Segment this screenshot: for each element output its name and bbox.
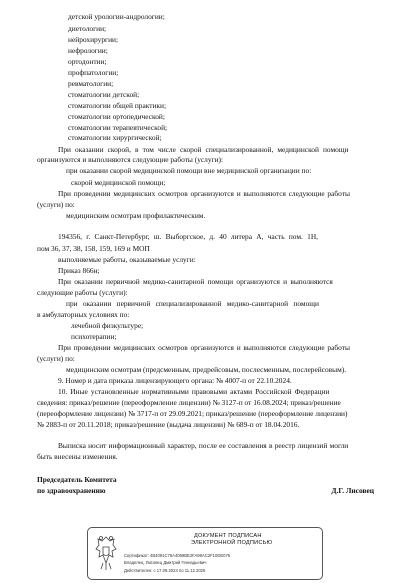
text-line: стоматологии ортопедической; — [68, 112, 165, 121]
text-line: скорой медицинской помощи; — [71, 178, 166, 187]
stamp-validity: Действителен: с 17.09.2024 по 11.12.2025 — [124, 568, 206, 573]
stamp-certificate: Сертификат: 4B4091C76A4069BE2FA98AC2F10DE075 — [124, 553, 231, 558]
text-line: при оказании скорой медицинской помощи вне медицинской организации по: — [66, 166, 312, 175]
text-line: 9. Номер и дата приказа лицензирующего органа: № 4007-п от 22.10.2024. — [58, 376, 292, 385]
signatory-title: Председатель Комитета — [37, 475, 117, 484]
text-line: следующие работы (услуги): — [37, 288, 128, 297]
text-line: ревматологии; — [68, 79, 114, 88]
text-line: (услуги) по: — [37, 354, 75, 363]
text-line: 194356, г. Санкт-Петербург, ш. Выборгское, д. 40 литера А, часть пом. 1Н, — [58, 232, 319, 241]
text-line: 10. Иные установленные нормативными правовыми актами Российской Федерации — [58, 387, 330, 396]
text-line: психотерапии; — [71, 332, 117, 341]
text-line: стоматологии хирургической; — [68, 133, 162, 142]
signatory-department: по здравоохранению — [37, 486, 106, 495]
text-line: в амбулаторных условиях по: — [37, 310, 130, 319]
text-line: медицинским осмотрам профилактическим. — [66, 211, 206, 220]
signatory-name: Д.Г. Лисовец — [331, 486, 374, 495]
electronic-signature-stamp — [87, 527, 323, 580]
text-line: При оказании первичной медико-санитарной помощи организуются и выполняются — [58, 277, 333, 286]
text-line: стоматологии общей практики; — [68, 101, 167, 110]
text-line: диетологии; — [68, 24, 107, 33]
stamp-header: ЭЛЕКТРОННОЙ ПОДПИСЬЮ — [191, 540, 273, 546]
text-line: профпатологии; — [68, 68, 119, 77]
text-line: При оказании скорой, в том числе скорой специализированной, медицинской помощи — [58, 145, 349, 154]
text-line: Выписка носит информационный характер, после ее составления в реестр лицензий могли — [58, 441, 349, 450]
text-line: стоматологии терапевтической; — [68, 123, 168, 132]
text-line: быть внесены изменения. — [37, 452, 118, 461]
text-line: организуются и выполняются следующие работы (услуги): — [37, 155, 224, 164]
stamp-owner: Владелец: Лисовец Дмитрий Геннадьевич — [124, 560, 207, 565]
text-line: нейрохирургии; — [68, 35, 119, 44]
text-line: ортодонтии; — [68, 57, 107, 66]
text-line: (переоформление лицензии) № 3717-п от 29.09.2021; приказ/решение (переоформление лицензии) — [37, 409, 348, 418]
text-line: детской урологии-андрологии; — [68, 12, 165, 21]
text-line: (услуги) по: — [37, 200, 75, 209]
text-line: пом 36, 37, 38, 158, 159, 169 и МОП — [37, 244, 150, 253]
text-line: сведения: приказ/решение (переоформление лицензии) № 3127-п от 16.08.2024; приказ/решение — [37, 398, 341, 407]
text-line: Приказ 866н; — [58, 266, 100, 275]
text-line: медицинским осмотрам (предсменным, предрейсовым, послесменным, послерейсовым). — [66, 365, 347, 374]
coat-of-arms-icon — [92, 533, 120, 573]
text-line: При проведении медицинских осмотров организуются и выполняются следующие работы — [58, 343, 350, 352]
text-line: при оказании первичной специализированной медико-санитарной помощи — [66, 299, 319, 308]
text-line: При проведении медицинских осмотров организуются и выполняются следующие работы — [58, 189, 350, 198]
text-line: выполняемые работы, оказываемые услуги: — [58, 255, 196, 264]
text-line: стоматологии детской; — [68, 90, 140, 99]
text-line: № 2883-п от 20.11.2018; приказ/решение (выдача лицензии) № 689-п от 18.04.2016. — [37, 420, 300, 429]
text-line: нефрологии; — [68, 46, 108, 55]
text-line: лечебной физкультуре; — [71, 321, 144, 330]
stamp-header: ДОКУМЕНТ ПОДПИСАН — [194, 533, 262, 539]
